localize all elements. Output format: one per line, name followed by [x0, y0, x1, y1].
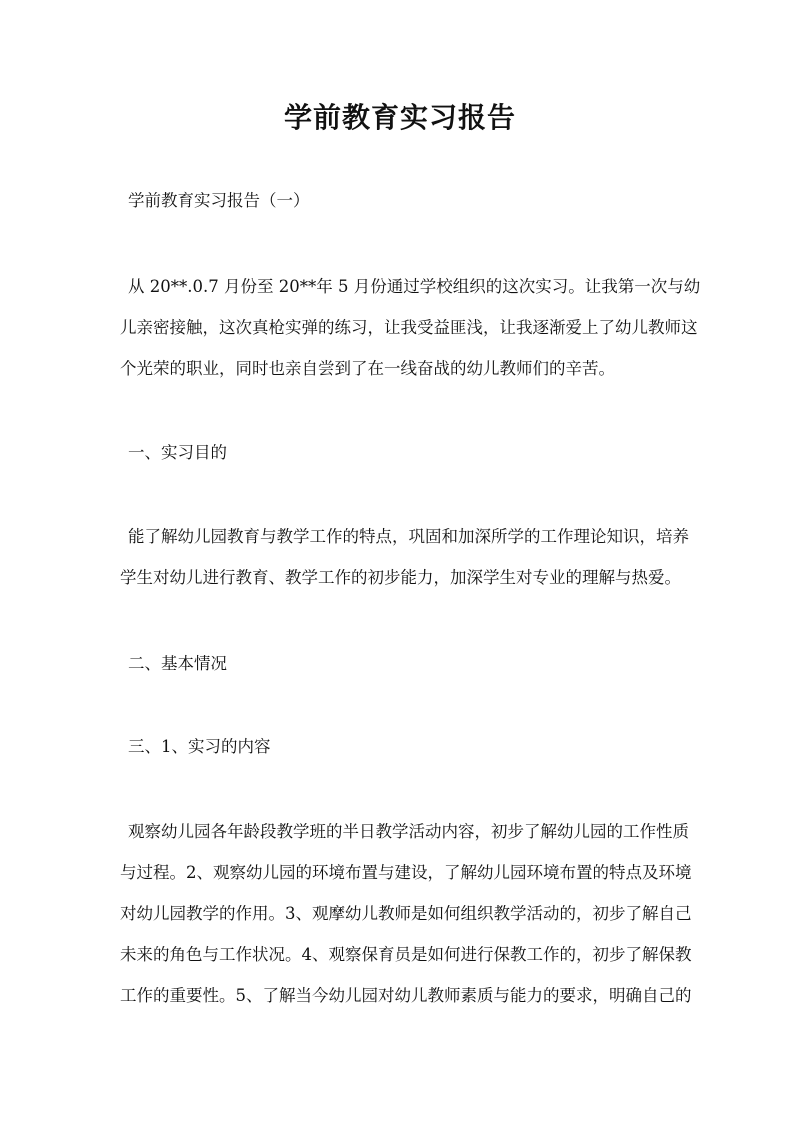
section1-line-1: 能了解幼儿园教育与教学工作的特点，巩固和加深所学的工作理论知识，培养: [128, 527, 689, 546]
document-title: 学前教育实习报告: [283, 101, 516, 134]
section3-paragraph: [120, 811, 692, 1016]
section3-line-1: 观察幼儿园各年龄段教学班的半日教学活动内容，初步了解幼儿园的工作性质: [128, 822, 689, 841]
intro-line-2: 儿亲密接触，这次真枪实弹的练习，让我受益匪浅，让我逐渐爱上了幼儿教师这: [120, 318, 698, 337]
section3-line-4: 未来的角色与工作状况。4、观察保育员是如何进行保教工作的，初步了解保教: [120, 945, 692, 964]
section1-heading-block: [120, 432, 685, 473]
intro-paragraph: [120, 266, 701, 389]
section3-heading-block: [120, 726, 685, 767]
section3-heading: 三、1、实习的内容: [128, 737, 271, 756]
document-subtitle: 学前教育实习报告（一）: [128, 191, 310, 210]
section2-heading-block: [120, 643, 685, 684]
section1-paragraph: [120, 516, 689, 598]
intro-line-3: 个光荣的职业，同时也亲自尝到了在一线奋战的幼儿教师们的辛苦。: [120, 359, 615, 378]
section3-line-3: 对幼儿园教学的作用。3、观摩幼儿教师是如何组织教学活动的，初步了解自己: [120, 904, 692, 923]
subtitle-block: [120, 180, 685, 221]
section1-line-2: 学生对幼儿进行教育、教学工作的初步能力，加深学生对专业的理解与热爱。: [120, 568, 681, 587]
section2-heading: 二、基本情况: [128, 654, 227, 673]
section1-heading: 一、实习目的: [128, 443, 227, 462]
section3-line-5: 工作的重要性。5、了解当今幼儿园对幼儿教师素质与能力的要求，明确自己的: [120, 986, 692, 1005]
intro-line-1: 从 20**.0.7 月份至 20**年 5 月份通过学校组织的这次实习。让我第一次与幼: [128, 277, 701, 296]
section3-line-2: 与过程。2、观察幼儿园的环境布置与建设，了解幼儿园环境布置的特点及环境: [120, 863, 692, 882]
